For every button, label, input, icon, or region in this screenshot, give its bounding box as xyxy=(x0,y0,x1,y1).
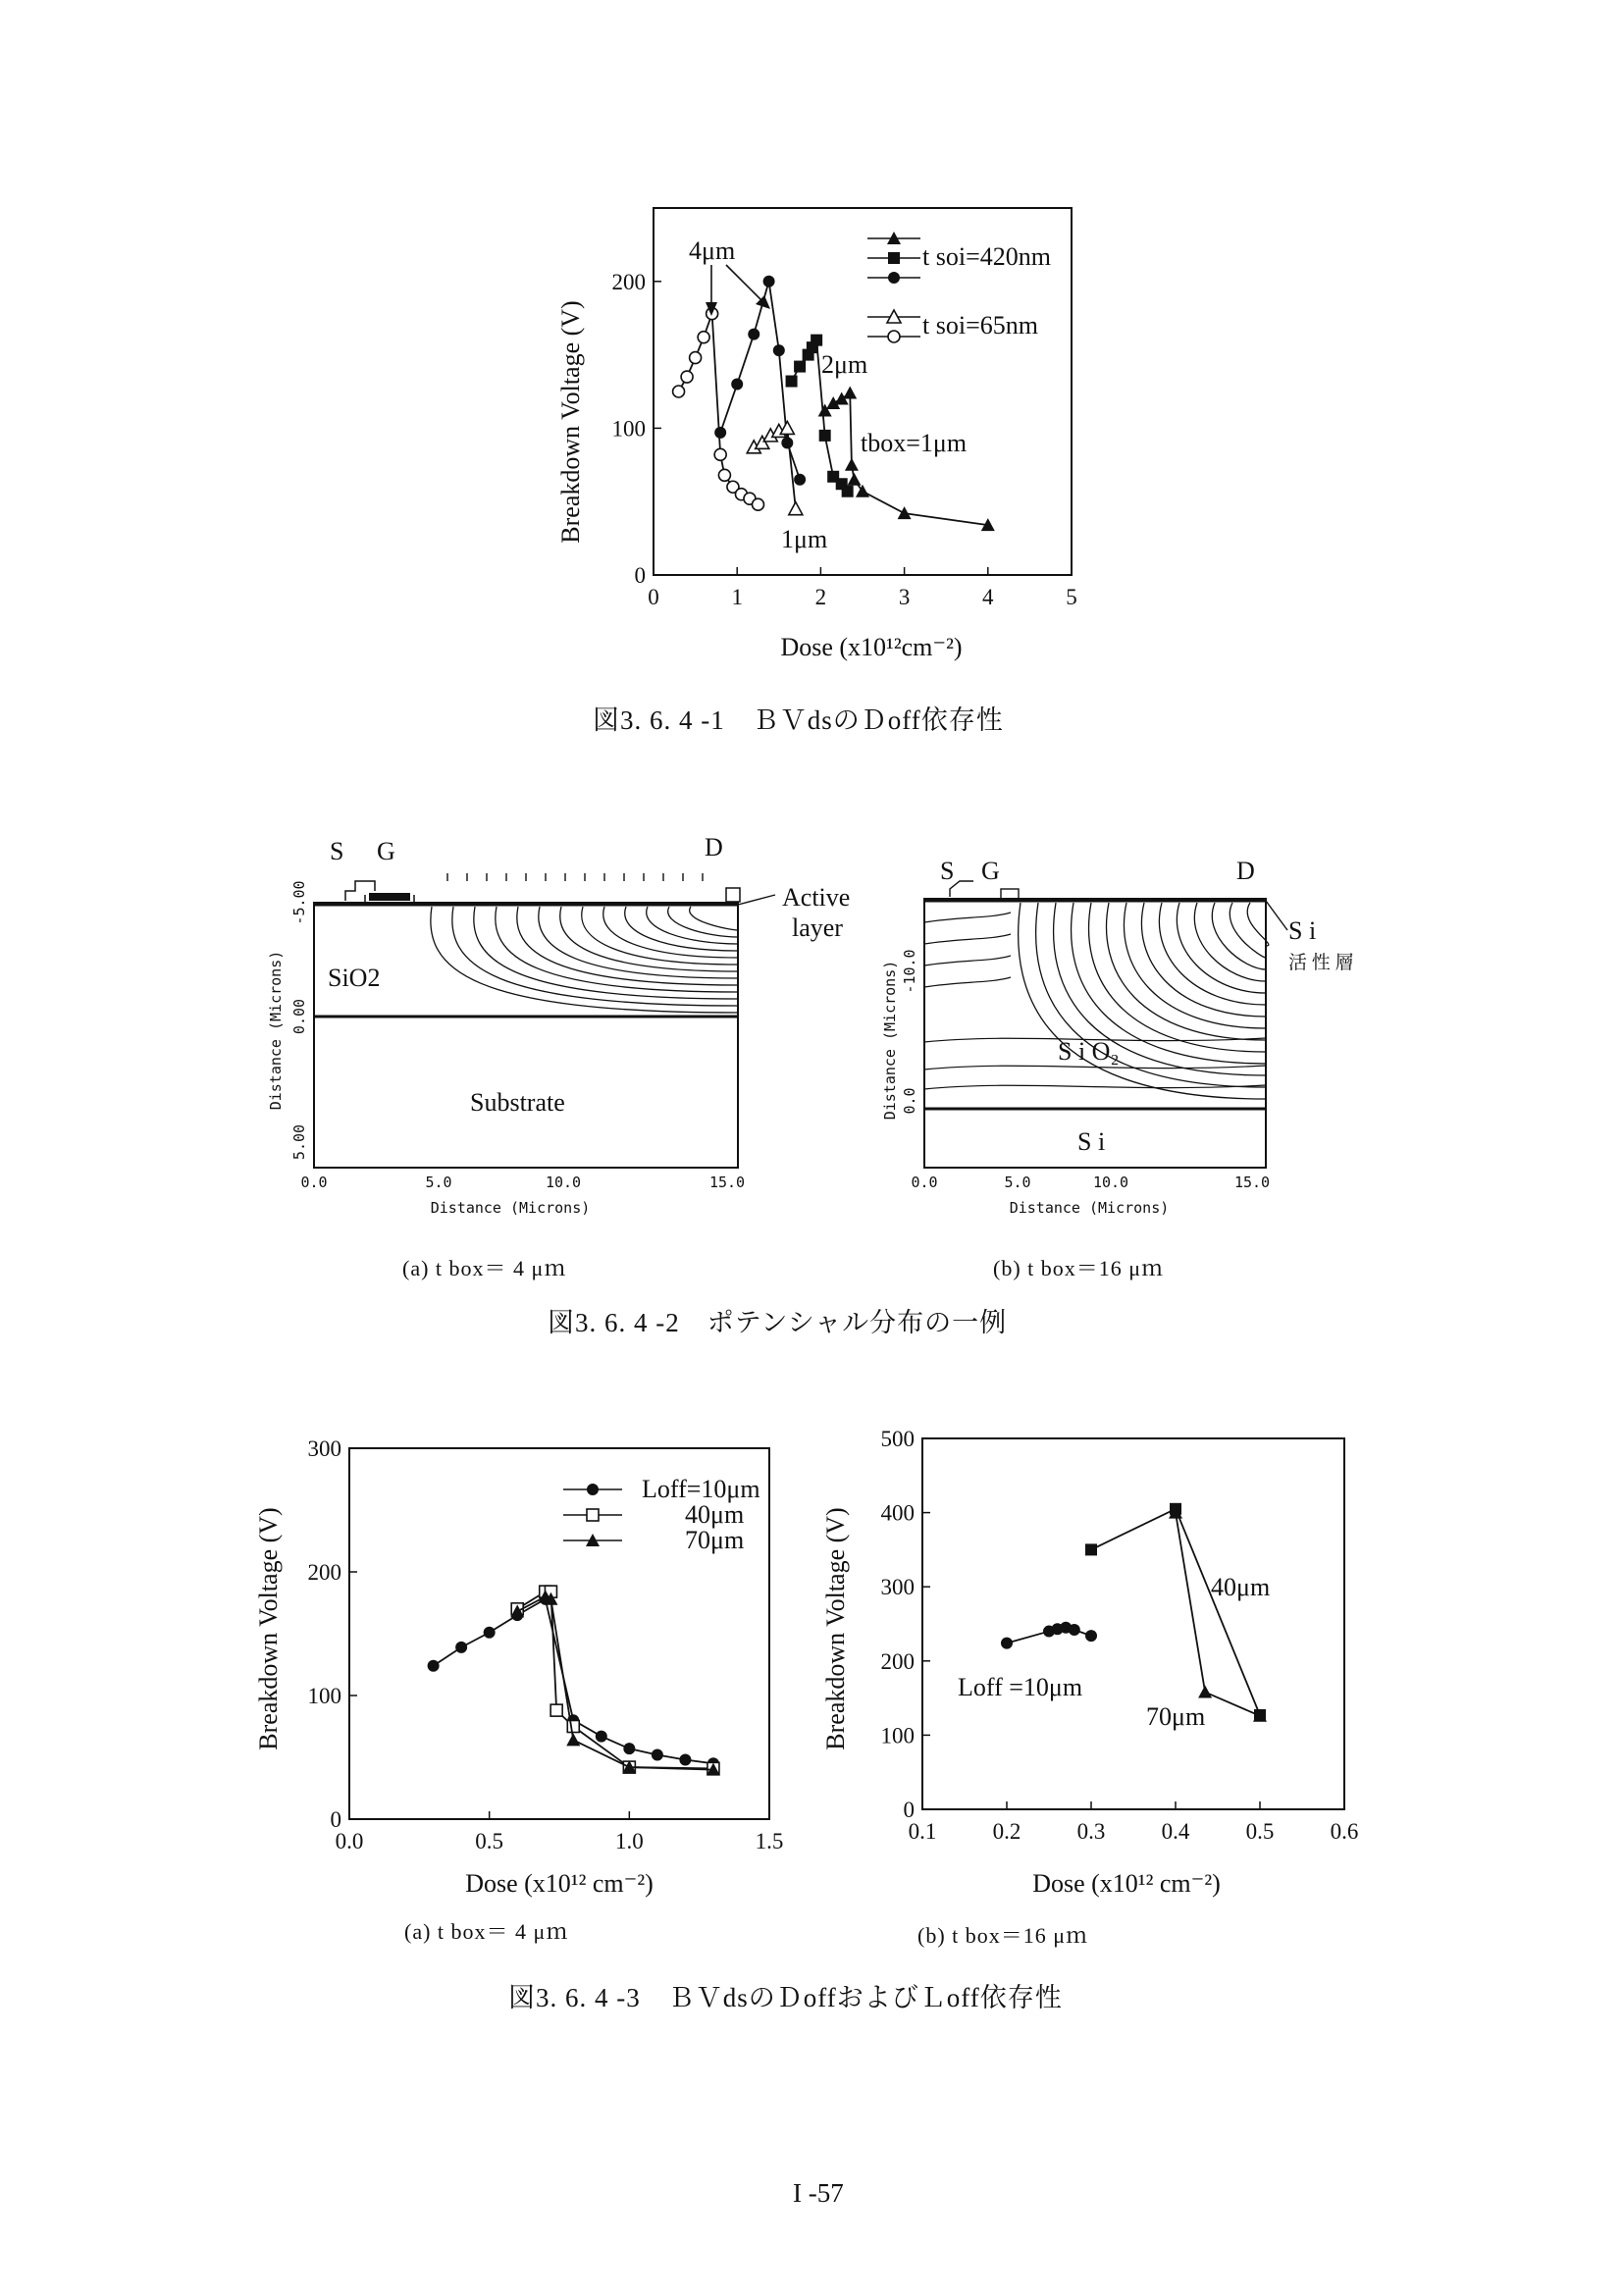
fig3b-ann-70: 70μm xyxy=(1146,1702,1206,1731)
fig2a-D: D xyxy=(705,833,723,861)
fig1-legend-65: t soi=65nm xyxy=(922,311,1038,339)
fig1-xlabel: Dose (x10¹²cm⁻²) xyxy=(780,633,963,661)
fig3a-point xyxy=(623,1743,635,1754)
fig2a-ytick-label: -5.00 xyxy=(290,880,308,925)
fig3a-sublabel: (a) t box＝ 4 μｍ xyxy=(404,1919,569,1944)
fig3a-point xyxy=(484,1627,496,1639)
fig2b-xtick-label: 0.0 xyxy=(911,1174,938,1191)
fig2a-xtick-label: 5.0 xyxy=(425,1174,452,1191)
fig3a-point xyxy=(679,1754,691,1766)
fig2a-xlabel: Distance (Microns) xyxy=(430,1199,591,1217)
fig2b-si-top: S i xyxy=(1288,916,1317,945)
fig1-xtick-label: 3 xyxy=(898,585,911,609)
fig3b-frame xyxy=(922,1438,1344,1809)
fig1-xtick-label: 1 xyxy=(731,585,743,609)
fig3a-ytick-label: 100 xyxy=(307,1684,341,1708)
fig1-ann-4um: 4μm xyxy=(689,236,736,265)
fig1-ann-1um: 1μm xyxy=(781,525,828,553)
fig2b-S: S xyxy=(940,857,955,885)
fig3b-xtick-label: 0.6 xyxy=(1330,1819,1359,1844)
fig3b-ylabel: Breakdown Voltage (V) xyxy=(821,1507,850,1750)
fig3b-ann-40: 40μm xyxy=(1211,1573,1271,1601)
fig1-ytick-label: 100 xyxy=(611,416,646,442)
fig3a-point xyxy=(428,1660,440,1672)
fig2a-xtick-label: 10.0 xyxy=(545,1174,582,1191)
fig3-caption: 図3. 6. 4 -3 ＢＶdsのＤoffおよびＬoff依存性 xyxy=(508,1983,1063,2012)
fig2a-ylabel: Distance (Microns) xyxy=(267,950,285,1111)
fig3b-point xyxy=(1001,1638,1013,1649)
fig1-xtick-label: 5 xyxy=(1066,585,1077,609)
fig3a-series-line xyxy=(517,1596,713,1769)
fig3a-legend-40: 40μm xyxy=(685,1500,745,1529)
fig2b-sio2: S i O₂ xyxy=(1058,1037,1120,1066)
fig2a-xtick-label: 15.0 xyxy=(708,1174,746,1191)
fig2a-substrate: Substrate xyxy=(470,1088,565,1117)
fig2b-si: S i xyxy=(1077,1127,1106,1156)
fig3a-xtick-label: 0.5 xyxy=(475,1829,504,1853)
fig3b-xtick-label: 0.4 xyxy=(1161,1819,1190,1844)
fig3b-sublabel: (b) t box＝16 μｍ xyxy=(917,1923,1089,1948)
fig2b-xtick-label: 5.0 xyxy=(1004,1174,1031,1191)
fig3b-xtick-label: 0.2 xyxy=(992,1819,1021,1844)
fig2a-ytick-label: 5.00 xyxy=(290,1123,308,1161)
fig3a-ytick-label: 200 xyxy=(307,1560,341,1585)
fig3a-ytick-label: 0 xyxy=(330,1807,341,1832)
fig3a-legend-marker xyxy=(587,1484,599,1495)
fig2a-G: G xyxy=(377,837,395,865)
fig3b-ytick-label: 0 xyxy=(903,1798,915,1822)
fig2a-S: S xyxy=(330,837,344,865)
fig3a-point xyxy=(596,1731,607,1743)
fig3b-point xyxy=(1198,1686,1212,1698)
fig3a-ylabel: Breakdown Voltage (V) xyxy=(254,1507,283,1750)
page-number: I -57 xyxy=(793,2178,844,2208)
fig1-xtick-label: 0 xyxy=(648,585,659,609)
fig3a-point xyxy=(567,1721,579,1733)
fig3b-xtick-label: 0.1 xyxy=(908,1819,937,1844)
fig2a-active: Active xyxy=(782,883,851,912)
fig1-ann-tbox: tbox=1μm xyxy=(861,429,968,457)
fig3b-xtick-label: 0.3 xyxy=(1076,1819,1106,1844)
fig1-caption: 図3. 6. 4 -1 ＢＶdsのＤoff依存性 xyxy=(593,705,1004,735)
fig2b-xtick-label: 15.0 xyxy=(1233,1174,1271,1191)
fig3a-xtick-label: 1.5 xyxy=(755,1829,784,1853)
fig3b-xlabel: Dose (x10¹² cm⁻²) xyxy=(1032,1869,1221,1898)
fig3a-legend-marker xyxy=(587,1509,599,1521)
fig3a-xlabel: Dose (x10¹² cm⁻²) xyxy=(465,1869,654,1898)
fig2b-G: G xyxy=(981,857,1000,885)
fig3a-xtick-label: 1.0 xyxy=(614,1829,644,1853)
fig3b-ytick-label: 200 xyxy=(880,1648,915,1674)
fig1-xtick-label: 2 xyxy=(814,585,827,609)
fig3a-legend-70: 70μm xyxy=(685,1526,745,1554)
fig2b-active-jp: 活 性 層 xyxy=(1288,953,1354,973)
fig3a-point xyxy=(455,1642,467,1653)
fig3b-ann-10: Loff =10μm xyxy=(958,1673,1083,1701)
fig2a-sio2: SiO2 xyxy=(328,964,381,992)
fig2b-ytick-label: 0.0 xyxy=(901,1087,918,1115)
fig3b-ytick-label: 400 xyxy=(880,1500,915,1526)
fig2a-sublabel: (a) t box＝ 4 μｍ xyxy=(402,1256,567,1280)
fig3b-point xyxy=(1085,1543,1097,1555)
fig2b-D: D xyxy=(1236,857,1255,885)
fig3a-point xyxy=(550,1704,562,1716)
fig1-ann-2um: 2μm xyxy=(821,350,868,379)
fig3b-ytick-label: 500 xyxy=(880,1427,915,1451)
fig2a-xtick-label: 0.0 xyxy=(300,1174,328,1191)
fig3a-point xyxy=(652,1748,663,1760)
fig3b-point xyxy=(1085,1630,1097,1642)
fig3a-xtick-label: 0.0 xyxy=(335,1829,364,1853)
fig3b-ytick-label: 100 xyxy=(880,1723,915,1748)
fig3a-point xyxy=(566,1733,580,1746)
fig3b-ytick-label: 300 xyxy=(880,1575,915,1600)
fig2a-layer: layer xyxy=(792,913,843,942)
fig3b-series-line xyxy=(1091,1509,1260,1715)
fig2a-ytick-label: 0.00 xyxy=(290,998,308,1035)
fig2-caption: 図3. 6. 4 -2 ポテンシャル分布の一例 xyxy=(548,1308,1008,1337)
fig1-ytick-label: 0 xyxy=(634,563,646,588)
fig2b-sublabel: (b) t box＝16 μｍ xyxy=(993,1256,1165,1280)
fig2b-xtick-label: 10.0 xyxy=(1092,1174,1129,1191)
fig3a-legend-10: Loff=10μm xyxy=(642,1475,760,1503)
fig3b-point xyxy=(1069,1624,1080,1636)
fig3b-xtick-label: 0.5 xyxy=(1245,1819,1275,1844)
fig1-xtick-label: 4 xyxy=(982,585,994,609)
fig2b-xlabel: Distance (Microns) xyxy=(1009,1199,1170,1217)
fig1-legend-420: t soi=420nm xyxy=(922,242,1051,271)
fig1-ylabel: Breakdown Voltage (V) xyxy=(556,300,585,544)
fig2b-ytick-label: -10.0 xyxy=(901,949,918,994)
fig3a-ytick-label: 300 xyxy=(307,1436,341,1461)
fig2b-ylabel: Distance (Microns) xyxy=(881,960,899,1121)
fig1-ytick-label: 200 xyxy=(611,269,646,294)
